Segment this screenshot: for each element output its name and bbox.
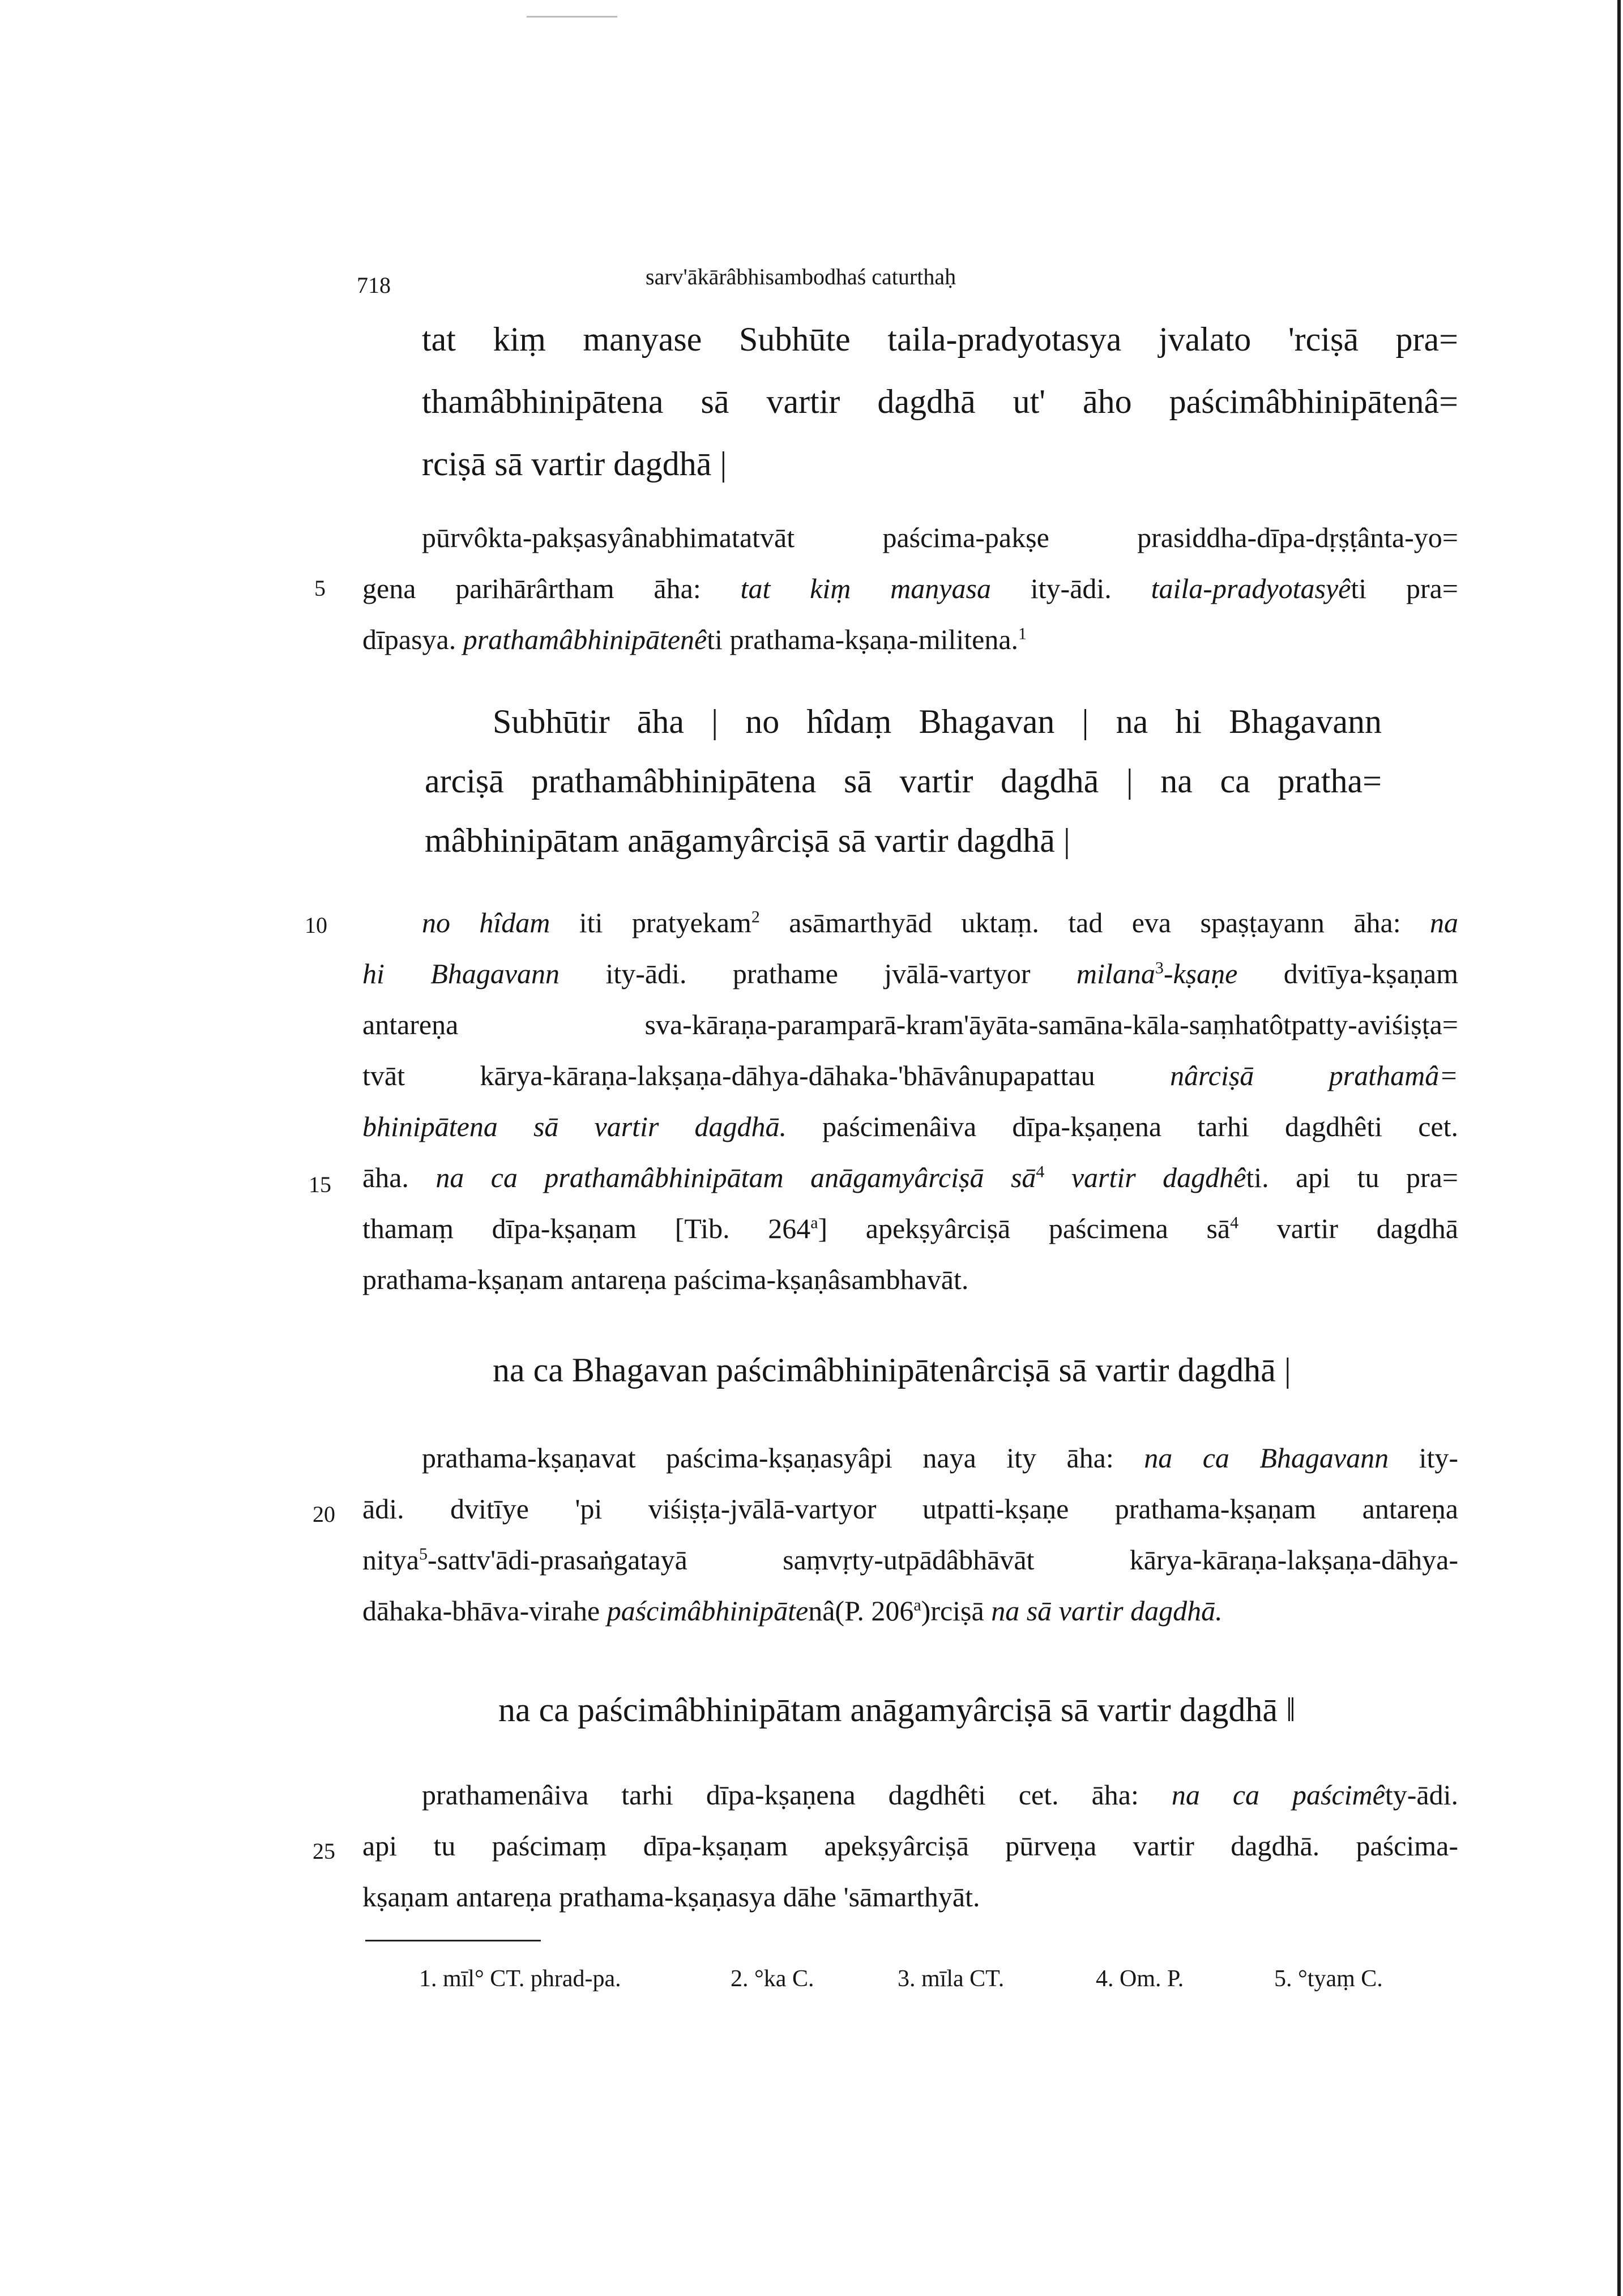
line-number: 25 xyxy=(313,1838,335,1864)
commentary-line: gena parihārârtham āha: tat kiṃ manyasa ity-ādi. taila-pradyotasyêti pra= xyxy=(362,573,1458,604)
commentary-line: ādi. dvitīye 'pi viśiṣṭa-jvālā-vartyor utpatti-kṣaṇe prathama-kṣaṇam antareṇa xyxy=(362,1493,1458,1525)
footnote-rule xyxy=(365,1940,541,1941)
commentary-line: prathama-kṣaṇavat paścima-kṣaṇasyâpi naya ity āha: na ca Bhagavann ity- xyxy=(422,1442,1459,1474)
running-title: sarv'ākārâbhisambodhaś caturthaḥ xyxy=(646,264,956,289)
commentary-line: bhinipātena sā vartir dagdhā. paścimenâiva dīpa-kṣaṇena tarhi dagdhêti cet. xyxy=(362,1111,1459,1142)
sutra-line: rciṣā sā vartir dagdhā | xyxy=(422,445,727,483)
page-edge xyxy=(1617,0,1621,2296)
commentary-line: prathama-kṣaṇam antareṇa paścima-kṣaṇâsambhavāt. xyxy=(362,1264,969,1295)
commentary-line: āha. na ca prathamâbhinipātam anāgamyârciṣā $sā^4$ vartir dagdhêti. api tu pra= xyxy=(362,1162,1458,1193)
commentary-line: thamaṃ dīpa-kṣaṇam [Tib. 264$^a$] apekṣyârciṣā paścimena $sā^4$ vartir dagdhā xyxy=(362,1213,1458,1244)
commentary-line: nitya$^5$-sattv'ādi-prasaṅgatayā saṃvṛty-utpādâbhāvāt kārya-kāraṇa-lakṣaṇa-dāhya- xyxy=(362,1544,1458,1576)
footnote: 1. mīl° CT. phrad-pa. xyxy=(419,1966,621,1992)
commentary-line: prathamenâiva tarhi dīpa-kṣaṇena dagdhêti cet. āha: na ca paścimêty-ādi. xyxy=(422,1779,1458,1811)
commentary-line: antareṇa sva-kāraṇa-paramparā-kram'āyāta-samāna-kāla-saṃhatôtpatty-aviśiṣṭa= xyxy=(362,1009,1458,1040)
sutra-line: na ca paścimâbhinipātam anāgamyârciṣā sā vartir dagdhā ‖ xyxy=(498,1691,1296,1729)
sutra-line: na ca Bhagavan paścimâbhinipātenârciṣā sā vartir dagdhā | xyxy=(493,1351,1291,1389)
commentary-line: no hîdam iti pratyekam$^2$ asāmarthyād uktaṃ. tad eva spaṣṭayann āha: na xyxy=(422,907,1458,938)
commentary-line: tvāt kārya-kāraṇa-lakṣaṇa-dāhya-dāhaka-'bhāvânupapattau nârciṣā prathamâ= xyxy=(362,1060,1459,1091)
commentary-line: hi Bhagavann ity-ādi. prathame jvālā-vartyor milana$^3$-kṣaṇe dvitīya-kṣaṇam xyxy=(362,958,1458,989)
sutra-line: thamâbhinipātena sā vartir dagdhā ut' āho paścimâbhinipātenâ= xyxy=(422,383,1458,420)
sutra-line: Subhūtir āha | no hîdaṃ Bhagavan | na hi Bhagavann xyxy=(493,703,1382,740)
commentary-line: dīpasya. prathamâbhinipātenêti prathama-kṣaṇa-militena.$^1$ xyxy=(362,624,1027,655)
scan-mark xyxy=(527,16,617,18)
commentary-line: dāhaka-bhāva-virahe paścimâbhinipātenâ(P. 206$^a$)rciṣā na sā vartir dagdhā. xyxy=(362,1595,1223,1627)
sutra-line: arciṣā prathamâbhinipātena sā vartir dagdhā | na ca pratha= xyxy=(425,762,1382,800)
line-number: 15 xyxy=(309,1172,331,1197)
page-number: 718 xyxy=(357,272,391,298)
line-number: 20 xyxy=(313,1501,335,1527)
sutra-line: mâbhinipātam anāgamyârciṣā sā vartir dagdhā | xyxy=(425,822,1070,859)
commentary-line: kṣaṇam antareṇa prathama-kṣaṇasya dāhe 'sāmarthyāt. xyxy=(362,1881,980,1913)
sutra-line: tat kiṃ manyase Subhūte taila-pradyotasya jvalato 'rciṣā pra= xyxy=(422,321,1458,358)
commentary-line: api tu paścimaṃ dīpa-kṣaṇam apekṣyârciṣā pūrveṇa vartir dagdhā. paścima- xyxy=(362,1830,1458,1862)
footnote-ref: 1 xyxy=(1018,624,1027,643)
footnote: 3. mīla CT. xyxy=(898,1966,1005,1992)
line-number: 10 xyxy=(305,912,327,938)
footnote: 4. Om. P. xyxy=(1096,1966,1184,1992)
line-number: 5 xyxy=(314,575,326,601)
footnote: 5. °tyaṃ C. xyxy=(1274,1966,1383,1992)
footnote: 2. °ka C. xyxy=(731,1966,814,1992)
commentary-line: pūrvôkta-pakṣasyânabhimatatvāt paścima-pakṣe prasiddha-dīpa-dṛṣṭânta-yo= xyxy=(422,522,1458,553)
